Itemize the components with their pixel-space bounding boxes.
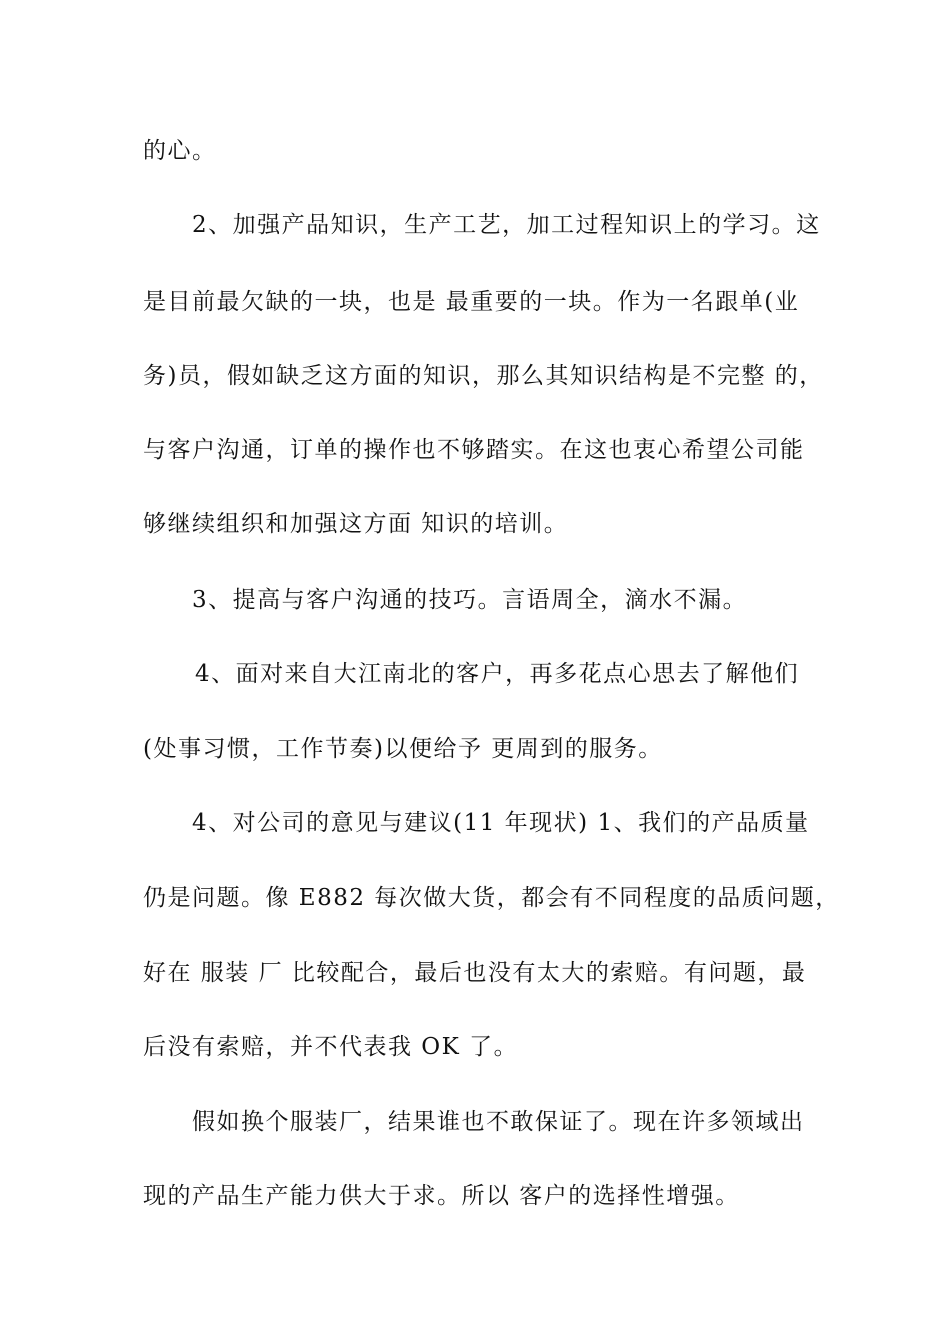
paragraph-line: 务)员，假如缺乏这方面的知识，那么其知识结构是不完整 的， [143, 363, 824, 389]
paragraph-line: 与客户沟通，订单的操作也不够踏实。在这也衷心希望公司能 [143, 437, 805, 463]
paragraph-line: 好在 服装 厂 比较配合，最后也没有太大的索赔。有问题，最 [143, 960, 807, 986]
paragraph-line: 假如换个服装厂，结果谁也不敢保证了。现在许多领域出 [192, 1109, 805, 1135]
paragraph-line: 2、加强产品知识，生产工艺，加工过程知识上的学习。这 [192, 212, 821, 238]
paragraph-line: 仍是问题。像 E882 每次做大货，都会有不同程度的品质问题， [143, 885, 840, 911]
paragraph-line: 4、面对来自大江南北的客户，再多花点心思去了解他们 [195, 661, 800, 687]
paragraph-line: 够继续组织和加强这方面 知识的培训。 [143, 511, 569, 537]
paragraph-line: (处事习惯，工作节奏)以便给予 更周到的服务。 [143, 736, 663, 762]
paragraph-line: 后没有索赔，并不代表我 OK 了。 [143, 1034, 519, 1060]
paragraph-line: 现的产品生产能力供大于求。所以 客户的选择性增强。 [143, 1183, 740, 1209]
paragraph-line: 3、提高与客户沟通的技巧。言语周全，滴水不漏。 [192, 587, 748, 613]
paragraph-line: 4、对公司的意见与建议(11 年现状) 1、我们的产品质量 [192, 810, 810, 836]
paragraph-line: 的心。 [143, 138, 217, 164]
paragraph-line: 是目前最欠缺的一块，也是 最重要的一块。作为一名跟单(业 [143, 289, 800, 315]
